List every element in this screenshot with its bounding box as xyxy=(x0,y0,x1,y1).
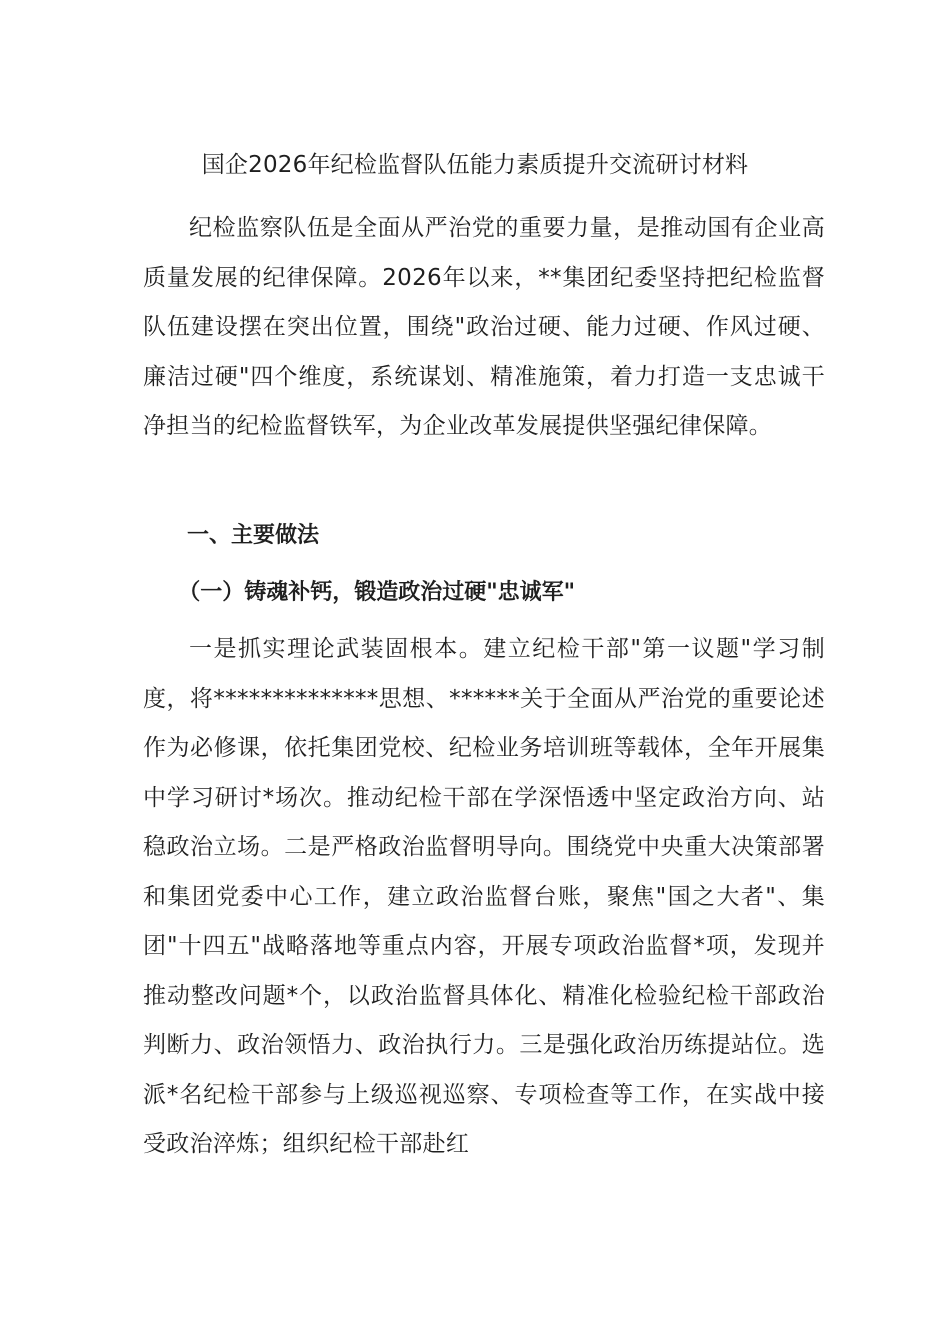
intro-paragraph: 纪检监察队伍是全面从严治党的重要力量，是推动国有企业高质量发展的纪律保障。2026年以来，**集团纪委坚持把纪检监督队伍建设摆在突出位置，围绕"政治过硬、能力过硬、作风过硬、廉洁过硬"四个维度，系统谋划、精准施策，着力打造一支忠诚干净担当的纪检监督铁军，为企业改革发展提供坚强纪律保障。 xyxy=(143,215,825,439)
document-title: 国企2026年纪检监督队伍能力素质提升交流研讨材料 xyxy=(201,152,749,178)
body-paragraph: 一是抓实理论武装固根本。建立纪检干部"第一议题"学习制度，将**************思想、******关于全面从严治党的重要论述作为必修课，依托集团党校、纪检业务培训班等载体，全年开展集中学习研讨*场次。推动纪检干部在学深悟透中坚定政治方向、站稳政治立场。二是严格政治监督明导向。围绕党中央重大决策部署和集团党委中心工作，建立政治监督台账，聚焦"国之大者"、集团"十四五"战略落地等重点内容，开展专项政治监督*项，发现并推动整改问题*个，以政治监督具体化、精准化检验纪检干部政治判断力、政治领悟力、政治执行力。三是强化政治历练提站位。选派*名纪检干部参与上级巡视巡察、专项检查等工作，在实战中接受政治淬炼；组织纪检干部赴红 xyxy=(143,636,825,1157)
section-heading: 一、主要做法 xyxy=(187,523,320,548)
subsection-heading: （一）铸魂补钙，锻造政治过硬"忠诚军" xyxy=(178,580,576,605)
